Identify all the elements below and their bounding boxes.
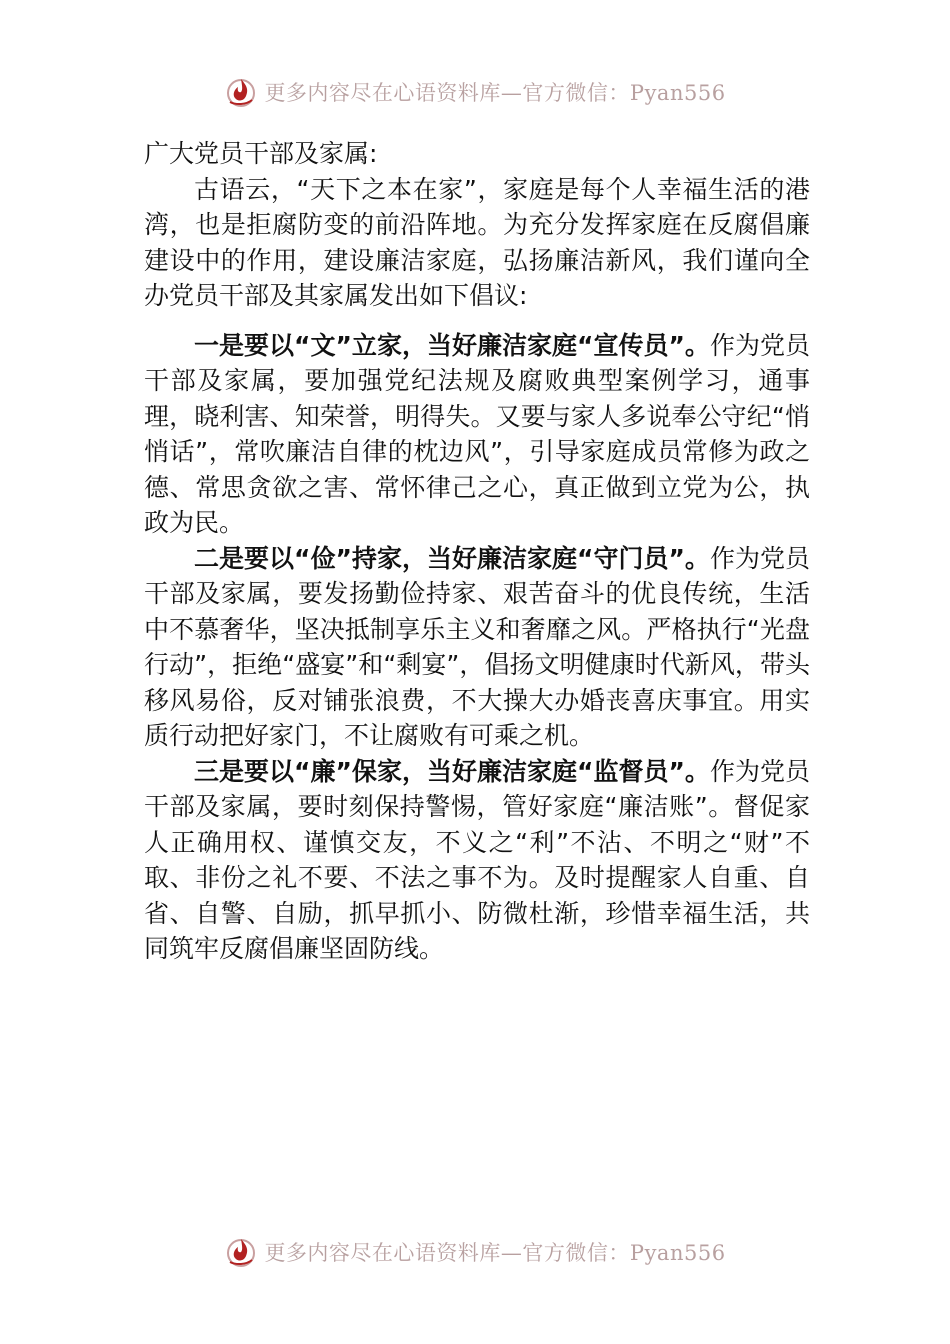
document-body <box>144 136 810 967</box>
proposal-item-3 <box>144 754 810 967</box>
salutation: 广大党员干部及家属: <box>144 139 378 168</box>
watermark-text: 更多内容尽在心语资料库—官方微信：Pyan556 <box>264 81 726 105</box>
flame-logo-icon <box>224 1235 258 1269</box>
flame-logo-icon <box>224 75 258 109</box>
watermark-text: 更多内容尽在心语资料库—官方微信：Pyan556 <box>264 1241 726 1265</box>
proposal-item-2 <box>144 541 810 754</box>
proposal-item-body: 作为党员干部及家属，要时刻保持警惕，管好家庭“廉洁账”。督促家人正确用权、谨慎交友，不义之“利”不沾、不明之“财”不取、非份之礼不要、不法之事不为。及时提醒家人自重、自省、自警、自励，抓早抓小、防微杜渐，珍惜幸福生活，共同筑牢反腐倡廉坚固防线。 <box>144 756 810 963</box>
proposal-item-1 <box>144 328 810 541</box>
intro-paragraph: 古语云，“天下之本在家”，家庭是每个人幸福生活的港湾，也是拒腐防变的前沿阵地。为充分发挥家庭在反腐倡廉建设中的作用，建设廉洁家庭，弘扬廉洁新风，我们谨向全办党员干部及其家属发出如下倡议: <box>144 174 810 310</box>
proposal-item-lead: 三是要以“廉”保家，当好廉洁家庭“监督员”。 <box>194 756 710 786</box>
footer-watermark <box>0 1232 950 1272</box>
header-watermark <box>0 72 950 112</box>
proposal-item-lead: 二是要以“俭”持家，当好廉洁家庭“守门员”。 <box>194 543 710 573</box>
proposal-item-lead: 一是要以“文”立家，当好廉洁家庭“宣传员”。 <box>194 330 710 360</box>
proposal-item-body: 作为党员干部及家属，要加强党纪法规及腐败典型案例学习，通事理，晓利害、知荣誉，明得失。又要与家人多说奉公守纪“悄悄话”，常吹廉洁自律的枕边风”，引导家庭成员常修为政之德、常思贪欲之害、常怀律己之心，真正做到立党为公，执政为民。 <box>144 330 810 537</box>
proposal-item-body: 作为党员干部及家属，要发扬勤俭持家、艰苦奋斗的优良传统，生活中不慕奢华，坚决抵制享乐主义和奢靡之风。严格执行“光盘行动”，拒绝“盛宴”和“剩宴”，倡扬文明健康时代新风，带头移风易俗，反对铺张浪费，不大操大办婚丧喜庆事宜。用实质行动把好家门，不让腐败有可乘之机。 <box>144 543 810 750</box>
